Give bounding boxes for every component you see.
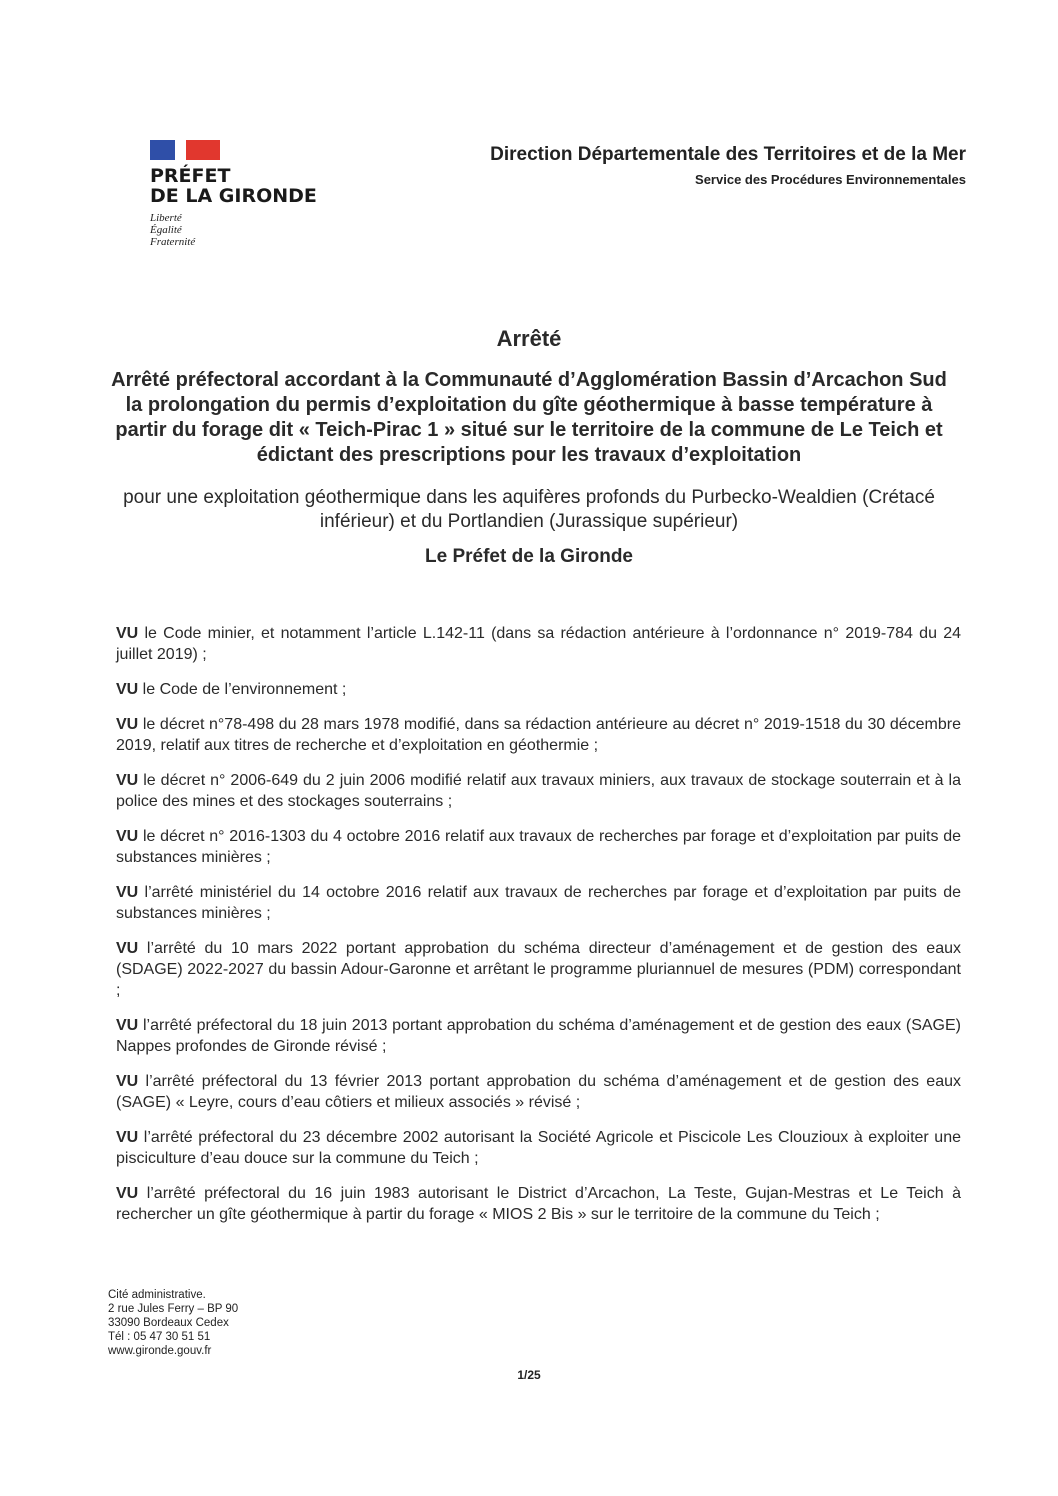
vu-keyword: VU [116,681,139,698]
vu-keyword: VU [116,772,139,789]
considerant-text: l’arrêté préfectoral du 13 février 2013 portant approbation du schéma d’aménagement et de gestion des eaux (SAGE) « Leyre, cours d’eau côtiers et milieux associés » révisé ; [116,1073,961,1111]
address-line: 33090 Bordeaux Cedex [108,1317,229,1329]
motto-fraternite: Fraternité [150,236,196,248]
considerant-item [116,770,961,812]
vu-keyword: VU [116,940,139,957]
vu-keyword: VU [116,625,139,642]
considerant-text: le décret n° 2006-649 du 2 juin 2006 modifié relatif aux travaux miniers, aux travaux de stockage souterrain et à la police des mines et des stockages souterrains ; [116,772,961,810]
french-flag-icon [150,140,220,160]
considerant-text: le Code minier, et notamment l’article L.142-11 (dans sa rédaction antérieure à l’ordonnance n° 2019-784 du 24 juillet 2019) ; [116,625,961,663]
vu-keyword: VU [116,884,139,901]
considerant-text: le Code de l’environnement ; [138,681,347,698]
considerant-item [116,826,961,868]
vu-keyword: VU [116,716,139,733]
considerant-item [116,714,961,756]
considerant-item [116,623,961,665]
considerant-item [116,1071,961,1113]
prefecture-logo [150,140,380,248]
address-line: 2 rue Jules Ferry – BP 90 [108,1303,239,1315]
motto-egalite: Égalité [150,224,182,236]
republic-motto [150,212,380,248]
vu-keyword: VU [116,1073,139,1090]
logo-text [150,166,380,206]
motto-liberte: Liberté [150,212,182,224]
document-subject: Arrêté préfectoral accordant à la Communauté d’Agglomération Bassin d’Arcachon Sud la prolongation du permis d’exploitation du gîte géothermique à basse température à partir du forage dit « Teich-Pirac 1 » situé sur le territoire de la commune de Le Teich et édictant des prescriptions pour les travaux d’exploitation [111,369,947,466]
considerant-item [116,679,961,700]
phone-line: Tél : 05 47 30 51 51 [108,1331,211,1343]
logo-line-1: PRÉFET [150,165,231,187]
footer-address [108,1288,238,1358]
considerant-text: l’arrêté ministériel du 14 octobre 2016 relatif aux travaux de recherches par forage et d’exploitation par puits de substances minières ; [116,884,961,922]
considerant-text: le décret n° 2016-1303 du 4 octobre 2016 relatif aux travaux de recherches par forage et d’exploitation par puits de substances minières ; [116,828,961,866]
considerant-text: l’arrêté du 10 mars 2022 portant approbation du schéma directeur d’aménagement et de gestion des eaux (SDAGE) 2022-2027 du bassin Adour-Garonne et arrêtant le programme pluriannuel de mesures (PDM) correspondant ; [116,940,961,999]
considerant-item [116,938,961,1001]
considerant-item [116,1183,961,1225]
considerant-text: l’arrêté préfectoral du 16 juin 1983 autorisant le District d’Arcachon, La Teste, Gujan-Mestras et Le Teich à rechercher un gîte géothermique à partir du forage « MIOS 2 Bis » sur le territoire de la commune du Teich ; [116,1185,961,1223]
logo-line-2: DE LA GIRONDE [150,185,317,207]
issuing-prefect: Le Préfet de la Gironde [425,546,633,567]
considerant-text: l’arrêté préfectoral du 23 décembre 2002 autorisant la Société Agricole et Piscicole Les Clouzioux à exploiter une pisciculture d’eau douce sur la commune du Teich ; [116,1129,961,1167]
considerants-list [116,623,961,1239]
considerant-item [116,882,961,924]
vu-keyword: VU [116,1017,139,1034]
considerant-text: l’arrêté préfectoral du 18 juin 2013 portant approbation du schéma d’aménagement et de gestion des eaux (SAGE) Nappes profondes de Gironde révisé ; [116,1017,961,1055]
vu-keyword: VU [116,828,139,845]
vu-keyword: VU [116,1185,139,1202]
vu-keyword: VU [116,1129,139,1146]
considerant-item [116,1015,961,1057]
address-line: Cité administrative. [108,1289,206,1301]
considerant-text: le décret n°78-498 du 28 mars 1978 modifié, dans sa rédaction antérieure au décret n° 2019-1518 du 30 décembre 2019, relatif aux titres de recherche et d’exploitation en géothermie ; [116,716,961,754]
document-scope: pour une exploitation géothermique dans les aquifères profonds du Purbecko-Wealdien (Crétacé inférieur) et du Portlandien (Jurassique supérieur) [123,487,935,532]
service-name: Service des Procédures Environnementales [695,172,966,187]
considerant-item [116,1127,961,1169]
website-link[interactable]: www.gironde.gouv.fr [108,1345,212,1357]
page-number: 1/25 [517,1368,541,1382]
document-title: Arrêté [496,326,562,351]
department-name: Direction Départementale des Territoires et de la Mer [490,144,966,165]
issuing-authority [490,144,966,187]
